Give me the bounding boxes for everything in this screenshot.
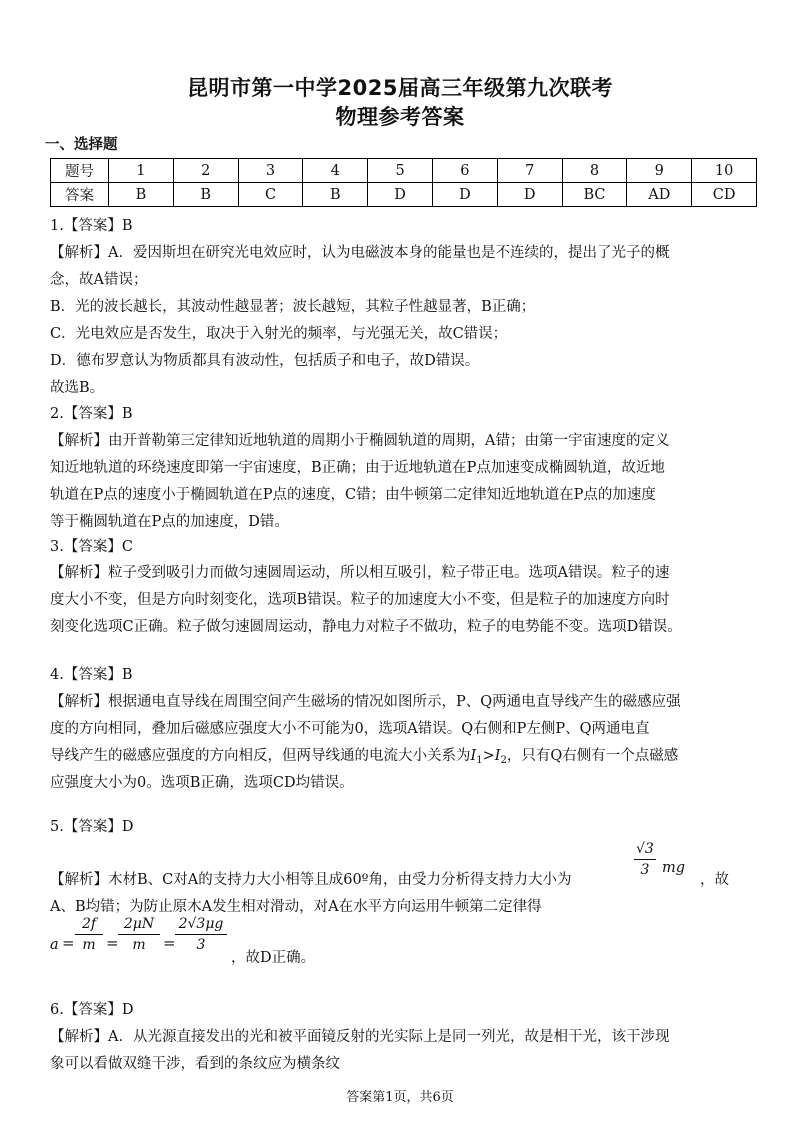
row-label-answer: 答案 bbox=[51, 183, 109, 207]
q3-explanation-line: 度大小不变，但是方向时刻变化，选项B错误。粒子的加速度大小不变，但是粒子的加速度方向时 bbox=[50, 592, 670, 608]
answer-table bbox=[50, 158, 757, 207]
section-heading: 一、选择题 bbox=[45, 137, 118, 153]
q6-answer-heading: 6.【答案】D bbox=[50, 1002, 134, 1018]
q6-explanation-line: 象可以看做双缝干涉，看到的条纹应为横条纹 bbox=[50, 1056, 340, 1072]
answer-row bbox=[51, 183, 757, 207]
q1-explanation-line: 念，故A错误； bbox=[50, 272, 148, 288]
q5-explanation-line: 【解析】木材B、C对A的支持力大小相等且成60º角，由受力分析得支持力大小为 bbox=[50, 872, 572, 888]
question-number-cell: 5 bbox=[368, 159, 433, 183]
question-number-cell: 1 bbox=[109, 159, 174, 183]
answer-cell: D bbox=[497, 183, 562, 207]
fraction-denominator: m bbox=[82, 937, 96, 953]
q2-explanation-line: 等于椭圆轨道在P点的加速度，D错。 bbox=[50, 514, 289, 530]
q5-line-end: ，故 bbox=[700, 872, 729, 888]
equation-fraction bbox=[118, 915, 160, 955]
q5-explanation-line: A、B均错；为防止原木A发生相对滑动，对A在水平方向运用牛顿第二定律得 bbox=[50, 899, 542, 915]
answer-cell: D bbox=[368, 183, 433, 207]
page-subtitle: 物理参考答案 bbox=[335, 105, 465, 129]
equation-fraction bbox=[75, 915, 103, 955]
question-number-cell: 4 bbox=[303, 159, 368, 183]
q4-explanation-line: 【解析】根据通电直导线在周围空间产生磁场的情况如图所示，P、Q两通电直导线产生的磁感应强 bbox=[50, 694, 681, 710]
question-number-cell: 2 bbox=[173, 159, 238, 183]
q3-explanation-line: 【解析】粒子受到吸引力而做匀速圆周运动，所以相互吸引，粒子带正电。选项A错误。粒子的速 bbox=[50, 565, 670, 581]
q4-line-end: ，只有Q右侧有一个点磁感 bbox=[506, 748, 679, 764]
q5-equation-tail: ，故D正确。 bbox=[231, 950, 316, 966]
q4-line-start: 导线产生的磁感应强度的方向相反，但两导线通的电流大小关系为 bbox=[50, 748, 471, 764]
fraction-numerator: 2√3μg bbox=[175, 915, 227, 935]
q1-explanation-line: D．德布罗意认为物质都具有波动性，包括质子和电子，故D错误。 bbox=[50, 353, 480, 369]
q3-explanation-line: 刻变化选项C正确。粒子做匀速圆周运动，静电力对粒子不做功，粒子的电势能不变。选项D错误。 bbox=[50, 619, 682, 635]
question-number-cell: 7 bbox=[497, 159, 562, 183]
equation-lhs: a bbox=[50, 937, 59, 953]
question-number-row bbox=[51, 159, 757, 183]
equals-sign: = bbox=[163, 934, 176, 952]
q2-explanation-line: 知近地轨道的环绕速度即第一宇宙速度，B正确；由于近地轨道在P点加速变成椭圆轨道，故近地 bbox=[50, 460, 665, 476]
equals-sign: = bbox=[106, 934, 119, 952]
fraction-denominator: m bbox=[132, 937, 146, 953]
greater-than-sign: > bbox=[482, 748, 495, 764]
question-number-cell: 10 bbox=[692, 159, 757, 183]
current-i2-symbol: I bbox=[494, 748, 501, 764]
question-number-cell: 3 bbox=[238, 159, 303, 183]
answer-cell: B bbox=[109, 183, 174, 207]
q1-explanation-line: B．光的波长越长，其波动性越显著；波长越短，其粒子性越显著，B正确； bbox=[50, 299, 536, 315]
q2-explanation-line: 【解析】由开普勒第三定律知近地轨道的周期小于椭圆轨道的周期，A错；由第一宇宙速度的定义 bbox=[50, 433, 670, 449]
fraction-denominator: 3 bbox=[640, 862, 650, 878]
page-footer: 答案第1页，共6页 bbox=[346, 1090, 454, 1105]
question-number-cell: 9 bbox=[627, 159, 692, 183]
fraction-numerator: 2f bbox=[75, 915, 103, 935]
q4-explanation-line: 应强度大小为0。选项B正确，选项CD均错误。 bbox=[50, 775, 354, 791]
q3-answer-heading: 3.【答案】C bbox=[50, 539, 133, 555]
q2-explanation-line: 轨道在P点的速度小于椭圆轨道在P点的速度，C错；由牛顿第二定律知近地轨道在P点的加速度 bbox=[50, 487, 656, 503]
current-i1-subscript: 1 bbox=[476, 755, 483, 766]
answer-cell: CD bbox=[692, 183, 757, 207]
fraction-numerator: √3 bbox=[634, 840, 656, 860]
q1-explanation-line: 【解析】A．爱因斯坦在研究光电效应时，认为电磁波本身的能量也是不连续的，提出了光子的概 bbox=[50, 245, 670, 261]
equals-sign: = bbox=[62, 934, 75, 952]
answer-cell: B bbox=[303, 183, 368, 207]
question-number-cell: 6 bbox=[432, 159, 497, 183]
q4-explanation-line: 度的方向相同，叠加后磁感应强度大小不可能为0，选项A错误。Q右侧和P左侧P、Q两通电直 bbox=[50, 721, 650, 737]
page-title: 昆明市第一中学2025届高三年级第九次联考 bbox=[187, 76, 613, 100]
q6-explanation-line: 【解析】A．从光源直接发出的光和被平面镜反射的光实际上是同一列光，故是相干光，该干涉现 bbox=[50, 1029, 670, 1045]
equation-fraction bbox=[175, 915, 227, 955]
row-label-number: 题号 bbox=[51, 159, 109, 183]
q1-explanation-line: C．光电效应是否发生，取决于入射光的频率，与光强无关，故C错误； bbox=[50, 326, 508, 342]
current-i2-subscript: 2 bbox=[500, 755, 507, 766]
answer-cell: AD bbox=[627, 183, 692, 207]
answer-cell: BC bbox=[562, 183, 627, 207]
q2-answer-heading: 2.【答案】B bbox=[50, 406, 133, 422]
answer-cell: B bbox=[173, 183, 238, 207]
answer-cell: C bbox=[238, 183, 303, 207]
q1-answer-heading: 1.【答案】B bbox=[50, 218, 133, 234]
answer-cell: D bbox=[432, 183, 497, 207]
q1-conclusion: 故选B。 bbox=[50, 380, 105, 396]
q4-answer-heading: 4.【答案】B bbox=[50, 667, 133, 683]
fraction-denominator: 3 bbox=[196, 937, 206, 953]
current-i1-symbol: I bbox=[470, 748, 477, 764]
support-force-fraction bbox=[634, 840, 656, 880]
question-number-cell: 8 bbox=[562, 159, 627, 183]
fraction-numerator: 2μN bbox=[118, 915, 160, 935]
q5-answer-heading: 5.【答案】D bbox=[50, 819, 134, 835]
mg-symbol: mg bbox=[662, 860, 686, 876]
q4-explanation-line bbox=[50, 746, 678, 771]
